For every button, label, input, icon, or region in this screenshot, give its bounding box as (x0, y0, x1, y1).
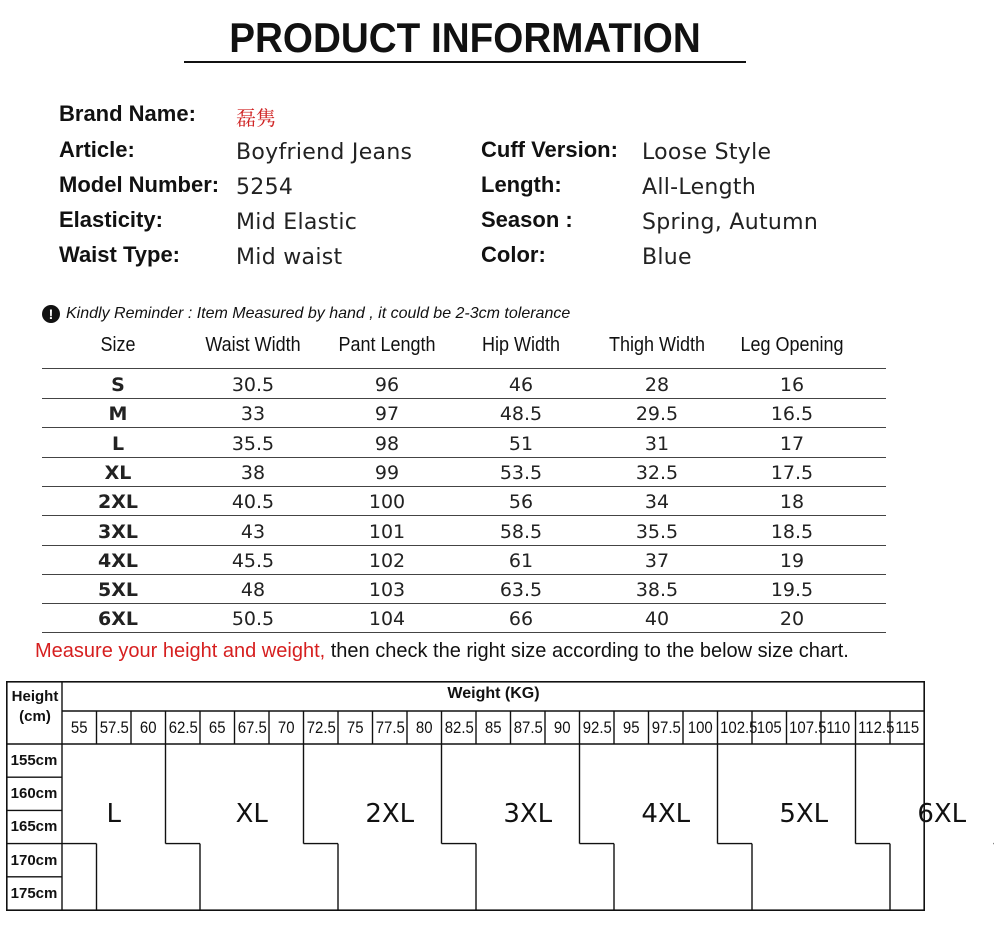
cell-hip-width: 53.5 (499, 461, 543, 484)
column-header-waist-width: Waist Width (205, 334, 301, 356)
cell-leg-opening: 16 (779, 374, 805, 396)
cell-thigh-width: 31 (644, 432, 670, 455)
cell-leg-opening: 18.5 (770, 520, 814, 543)
cell-hip-width: 48.5 (499, 403, 543, 426)
height-header (6, 687, 64, 727)
cell-size: M (108, 403, 128, 426)
weight-label: 85 (484, 718, 502, 737)
cell-size: L (111, 432, 125, 455)
weight-label: 72.5 (306, 718, 336, 737)
weight-label: 105 (756, 718, 782, 737)
cell-waist-width: 45.5 (231, 549, 275, 572)
cell-size: 3XL (98, 520, 138, 543)
weight-label: 55 (70, 718, 88, 737)
height-label: 175cm (10, 884, 58, 902)
cell-hip-width: 46 (508, 374, 534, 396)
cell-leg-opening: 20 (779, 608, 805, 631)
cell-size: 2XL (98, 491, 138, 514)
weight-label: 90 (553, 718, 571, 737)
size-region-label: L (106, 799, 121, 829)
cell-hip-width: 51 (508, 432, 534, 455)
table-row (42, 369, 886, 399)
weight-label: 65 (208, 718, 226, 737)
column-header-leg-opening: Leg Opening (740, 334, 844, 356)
weight-label: 102.5 (719, 718, 758, 737)
weight-label: 100 (687, 718, 713, 737)
spec-label-season: Season : (481, 207, 573, 232)
cell-thigh-width: 32.5 (635, 461, 679, 484)
cell-pant-length: 104 (368, 608, 406, 631)
cell-hip-width: 61 (508, 549, 534, 572)
cell-leg-opening: 19 (779, 549, 805, 572)
cell-waist-width: 38 (240, 461, 266, 484)
cell-pant-length: 100 (368, 491, 406, 514)
weight-label: 110 (826, 718, 851, 737)
height-weight-size-chart (6, 681, 967, 911)
cell-leg-opening: 17.5 (770, 461, 814, 484)
weight-label: 60 (139, 718, 157, 737)
cell-thigh-width: 38.5 (635, 579, 679, 602)
column-header-size: Size (100, 334, 136, 356)
column-header-pant-length: Pant Length (338, 334, 436, 356)
spec-value-season: Spring, Autumn (642, 210, 819, 235)
table-row (42, 457, 886, 487)
spec-value-elasticity: Mid Elastic (236, 210, 358, 235)
size-region-label: XL (235, 799, 268, 829)
weight-label: 82.5 (444, 718, 474, 737)
height-label: 165cm (10, 818, 58, 836)
table-row (42, 545, 886, 575)
cell-thigh-width: 34 (644, 491, 670, 514)
cell-pant-length: 101 (368, 520, 406, 543)
spec-value-length: All-Length (642, 175, 757, 200)
spec-value-article: Boyfriend Jeans (236, 140, 413, 165)
height-label: 170cm (10, 851, 58, 869)
cell-waist-width: 43 (240, 520, 266, 543)
cell-hip-width: 58.5 (499, 520, 543, 543)
height-header-unit: (cm) (19, 708, 51, 725)
cell-size: XL (104, 461, 132, 484)
measure-instruction (35, 640, 849, 663)
cell-size: 5XL (98, 579, 138, 602)
cell-thigh-width: 35.5 (635, 520, 679, 543)
cell-size: 4XL (98, 549, 138, 572)
cell-hip-width: 63.5 (499, 579, 543, 602)
spec-value-waist-type: Mid waist (236, 245, 343, 270)
reminder-text: Kindly Reminder : Item Measured by hand , it could be 2-3cm tolerance (66, 305, 571, 322)
table-row (42, 516, 886, 546)
spec-value-model-number: 5254 (236, 175, 294, 200)
spec-label-waist-type: Waist Type: (59, 242, 181, 267)
cell-pant-length: 97 (374, 403, 400, 426)
size-region-label: 2XL (365, 799, 415, 829)
weight-label: 107.5 (788, 718, 827, 737)
cell-size: S (111, 374, 125, 396)
weight-label: 87.5 (513, 718, 543, 737)
cell-hip-width: 56 (508, 491, 534, 514)
weight-label: 80 (415, 718, 433, 737)
cell-waist-width: 33 (240, 403, 266, 426)
cell-leg-opening: 18 (779, 491, 805, 514)
weight-header: Weight (KG) (447, 685, 540, 702)
size-region-label: 6XL (917, 799, 967, 829)
height-label: 155cm (10, 752, 58, 769)
weight-label: 75 (346, 718, 364, 737)
title-underline (184, 61, 746, 63)
page-title: PRODUCT INFORMATION (229, 14, 701, 61)
size-region-label: 3XL (503, 799, 553, 829)
cell-thigh-width: 29.5 (635, 403, 679, 426)
weight-label: 57.5 (99, 718, 129, 737)
table-row (42, 486, 886, 516)
size-region-label: 5XL (779, 799, 829, 829)
table-row (42, 603, 886, 633)
cell-thigh-width: 37 (644, 549, 670, 572)
height-label: 160cm (10, 785, 58, 803)
weight-label: 92.5 (582, 718, 612, 737)
spec-label-color: Color: (481, 242, 546, 267)
weight-label: 62.5 (168, 718, 198, 737)
column-header-thigh-width: Thigh Width (608, 334, 706, 356)
table-row (42, 574, 886, 604)
cell-thigh-width: 40 (644, 608, 670, 631)
brand-logo (236, 102, 276, 131)
cell-leg-opening: 19.5 (770, 579, 814, 602)
cell-pant-length: 99 (374, 461, 400, 484)
exclamation-icon: ! (42, 305, 60, 323)
tolerance-reminder (42, 305, 570, 323)
cell-pant-length: 96 (374, 374, 400, 396)
weight-label: 95 (622, 718, 640, 737)
spec-label-model-number: Model Number: (59, 172, 220, 197)
cell-waist-width: 48 (240, 579, 266, 602)
spec-label-length: Length: (481, 172, 562, 197)
cell-pant-length: 98 (374, 432, 400, 455)
cell-leg-opening: 17 (779, 432, 805, 455)
weight-label: 112.5 (857, 718, 894, 737)
table-row (42, 398, 886, 428)
cell-waist-width: 30.5 (231, 374, 275, 396)
cell-hip-width: 66 (508, 608, 534, 631)
measure-instruction-text: then check the right size according to the below size chart. (325, 640, 849, 662)
brand-logo-text: 磊隽 (236, 106, 276, 130)
spec-value-color: Blue (642, 245, 692, 270)
size-region-label: 4XL (641, 799, 691, 829)
cell-waist-width: 40.5 (231, 491, 275, 514)
weight-label: 115 (895, 718, 920, 737)
cell-pant-length: 103 (368, 579, 406, 602)
cell-waist-width: 50.5 (231, 608, 275, 631)
height-header-label: Height (11, 688, 59, 705)
weight-label: 77.5 (375, 718, 405, 737)
measure-instruction-highlight: Measure your height and weight, (35, 640, 326, 662)
cell-thigh-width: 28 (644, 374, 670, 396)
cell-waist-width: 35.5 (231, 432, 275, 455)
cell-pant-length: 102 (368, 549, 406, 572)
table-row (42, 428, 886, 458)
spec-label-article: Article: (59, 137, 135, 162)
column-header-hip-width: Hip Width (481, 334, 561, 356)
brand-label: Brand Name: (59, 101, 196, 126)
cell-leg-opening: 16.5 (770, 403, 814, 426)
cell-size: 6XL (98, 608, 138, 631)
spec-label-elasticity: Elasticity: (59, 207, 163, 232)
weight-label: 97.5 (651, 718, 681, 737)
weight-label: 70 (277, 718, 295, 737)
spec-value-cuff-version: Loose Style (642, 140, 772, 165)
weight-label: 67.5 (237, 718, 267, 737)
spec-label-cuff-version: Cuff Version: (481, 137, 618, 162)
